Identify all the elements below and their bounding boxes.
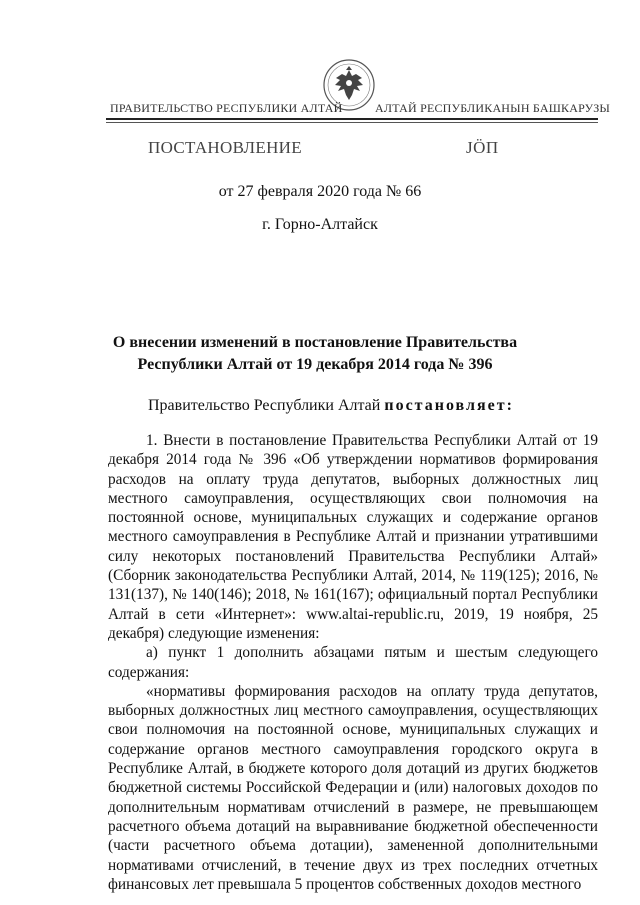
- header-org-right: АЛТАЙ РЕСПУБЛИКАНЫН БАШКАРУЗЫ: [375, 101, 611, 115]
- header-rule-thin: [106, 122, 598, 123]
- intro-text: Правительство Республики Алтай: [148, 397, 385, 414]
- doc-type-right: ЈӦП: [466, 138, 499, 157]
- paragraph-2: а) пункт 1 дополнить абзацами пятым и шестым следующего содержания:: [108, 644, 598, 681]
- paragraph-1: 1. Внести в постановление Правительства Республики Алтай от 19 декабря 2014 года № 396 «Об утверждении нормативов формирования расходов на оплату труда депутатов, выборных должностных лиц местного самоуправления, осуществляющих свои полномочия на постоянной основе, муниципальных служащих и содержание органов местного самоуправления в Республике Алтай и признании утратившими силу некоторых постановлений Правительства Республики Алтай» (Сборник законодательства Республики Алтай, 2014, № 119(125); 2016, № 131(137), № 140(146); 2018, № 161(167); официальный портал Республики Алтай в сети «Интернет»: www.altai-republic.ru, 2019, 19 ноября, 25 декабря) следующие изменения:: [108, 432, 598, 642]
- city-line: г. Горно-Алтайск: [262, 216, 378, 233]
- intro-emphasis: постановляет:: [384, 397, 514, 414]
- doc-type-left: ПОСТАНОВЛЕНИЕ: [148, 138, 302, 157]
- date-line: от 27 февраля 2020 года № 66: [218, 183, 422, 200]
- header-org-left: ПРАВИТЕЛЬСТВО РЕСПУБЛИКИ АЛТАЙ: [110, 101, 343, 115]
- header-rule-thick: [106, 118, 598, 120]
- document-body: [108, 431, 598, 894]
- document-title: О внесении изменений в постановление Правительства Республики Алтай от 19 декабря 2014 года № 396: [112, 334, 518, 373]
- paragraph-3: «нормативы формирования расходов на оплату труда депутатов, выборных должностных лиц местного самоуправления, осуществляющих свои полномочия на постоянной основе, муниципальных служащих и содержание органов местного самоуправления городского округа в Республике Алтай, в бюджете которого доля дотаций из других бюджетов бюджетной системы Российской Федерации и (или) налоговых доходов по дополнительным нормативам отчислений в размере, не превышающем расчетного объема дотаций на выравнивание бюджетной обеспеченности (части расчетного объема дотации), замененной дополнительными нормативами отчислений, в течение двух из трех последних отчетных финансовых лет превышала 5 процентов собственных доходов местного: [108, 682, 598, 893]
- intro-line: [148, 397, 514, 415]
